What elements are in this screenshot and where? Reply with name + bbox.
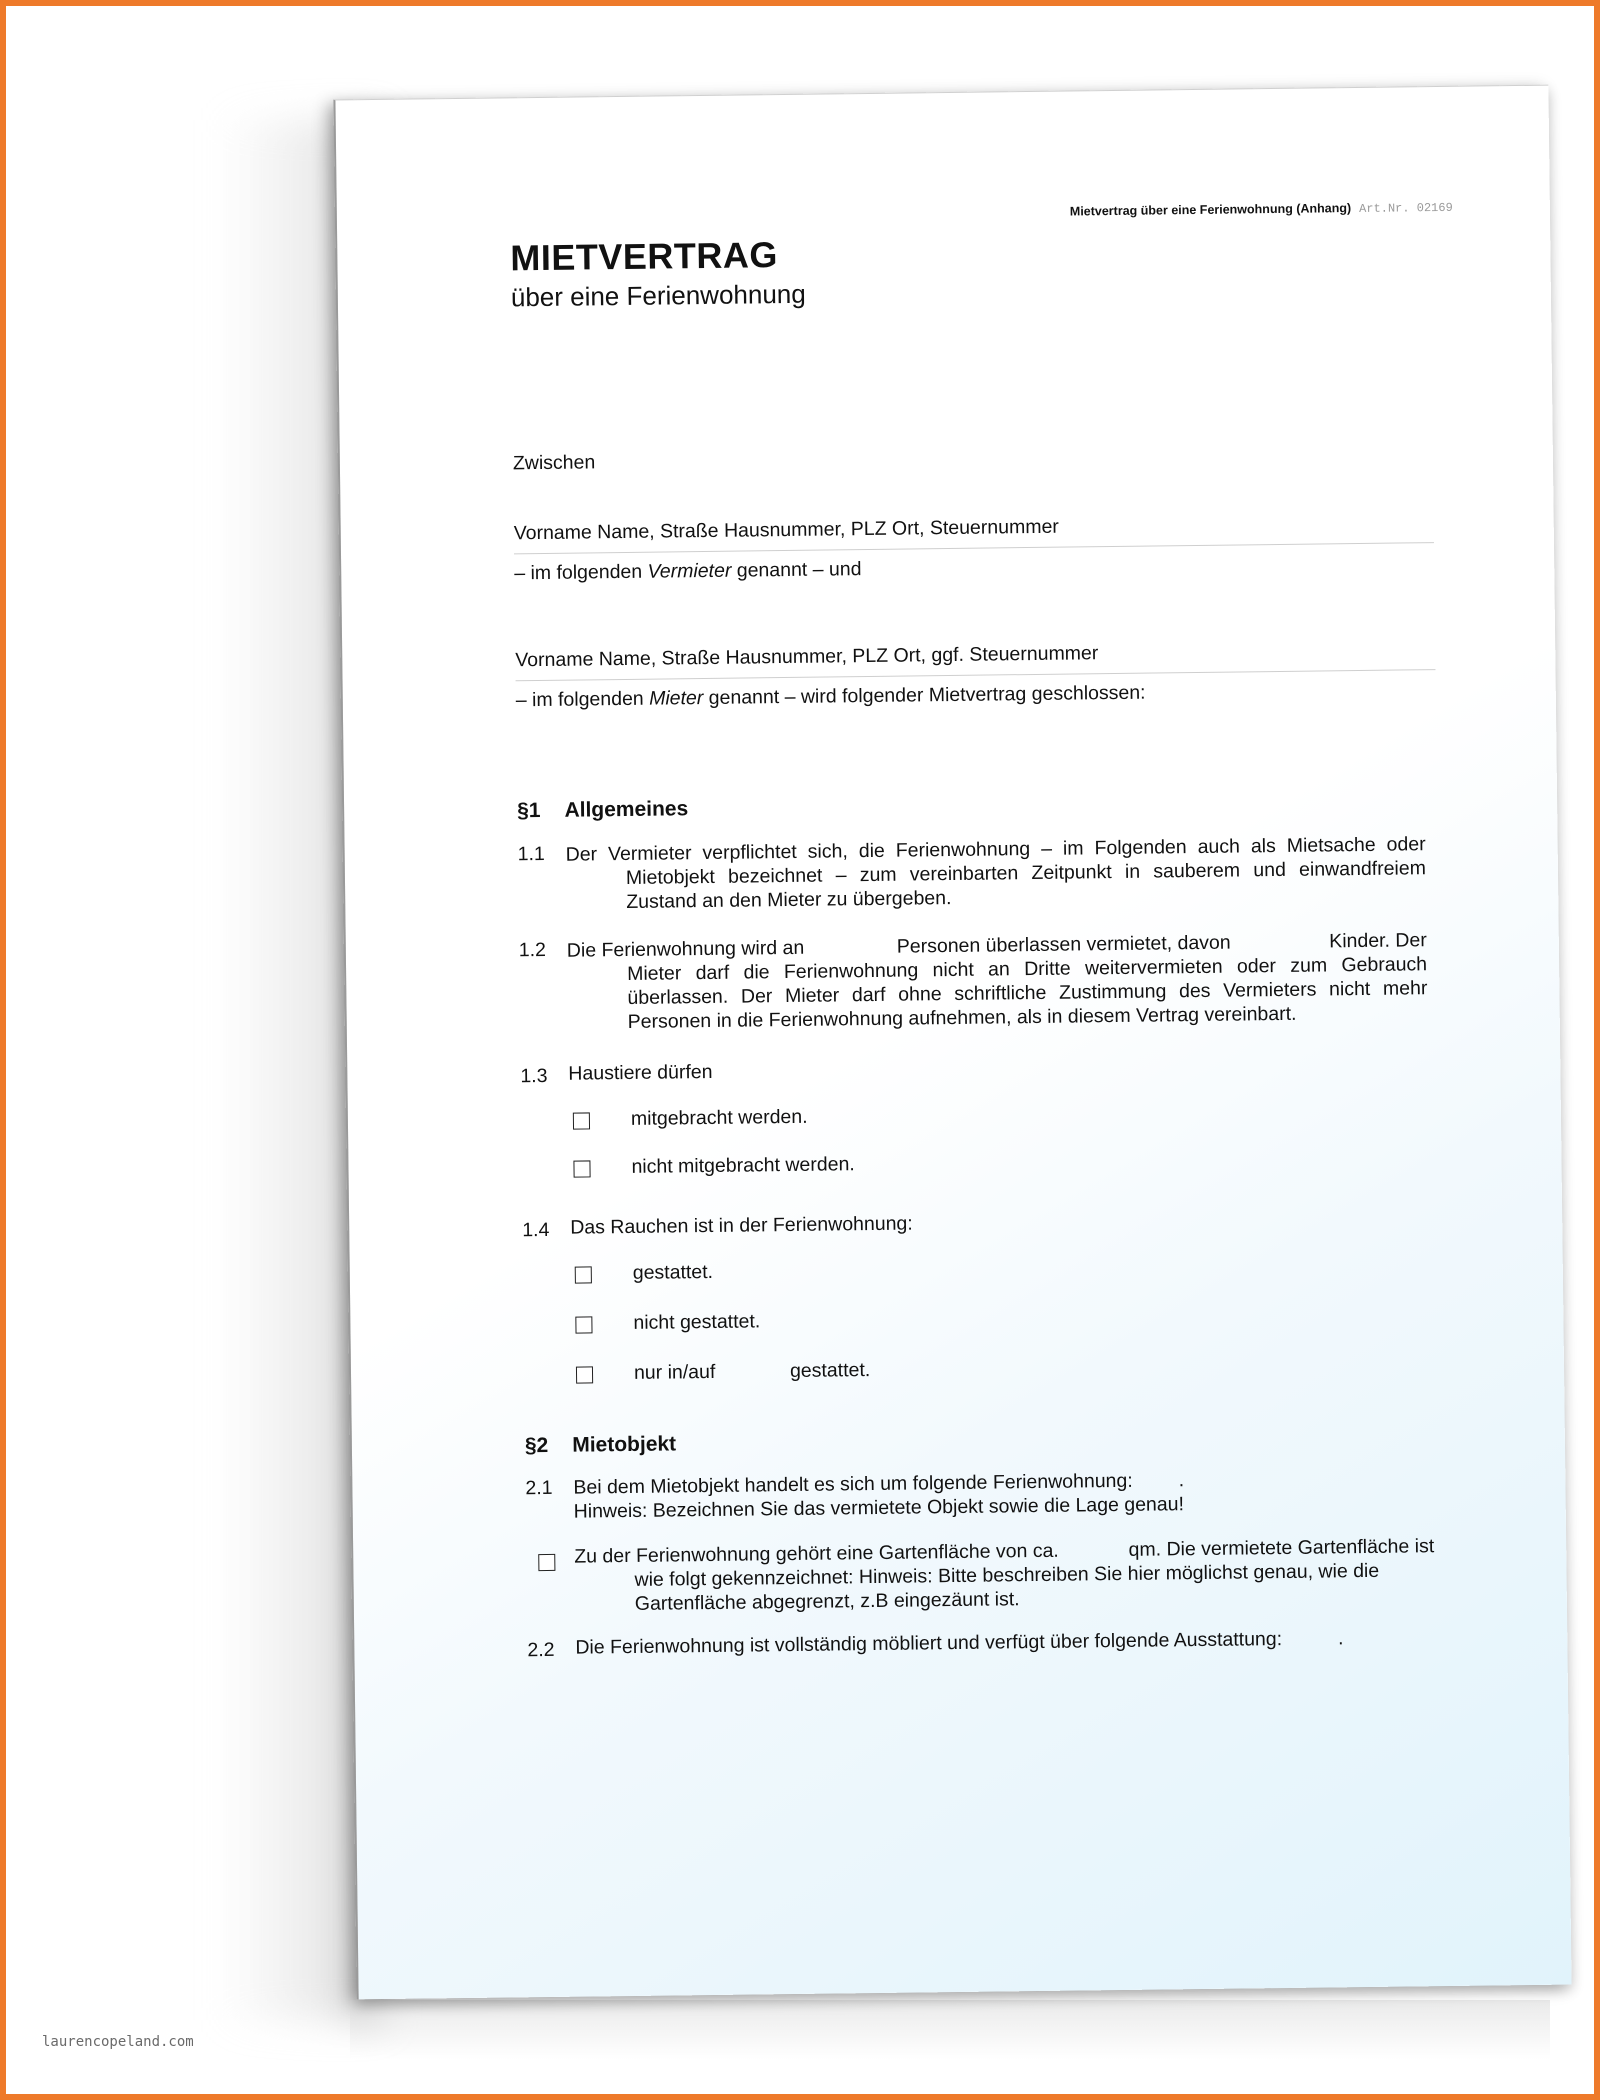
document-title: MIETVERTRAG bbox=[510, 234, 779, 279]
clause-1-2-number: 1.2 bbox=[518, 938, 547, 962]
pets-not-allowed-checkbox[interactable] bbox=[573, 1160, 590, 1177]
smoking-allowed-label: gestattet. bbox=[632, 1260, 714, 1284]
clause-2-2-text: Die Ferienwohnung ist vollständig möbliert und verfügt über folgende Ausstattung: . bbox=[575, 1627, 1344, 1659]
parties-intro: Zwischen bbox=[512, 451, 596, 475]
header-note-title: Mietvertrag über eine Ferienwohnung (Anhang) bbox=[1069, 201, 1352, 219]
clause-2-1-hint: Hinweis: Bezeichnen Sie das vermietete Objekt sowie die Lage genau! bbox=[573, 1493, 1185, 1523]
smoking-allowed-checkbox[interactable] bbox=[575, 1266, 592, 1283]
section-2-heading: §2 Mietobjekt bbox=[524, 1432, 677, 1458]
clause-1-3-text: Haustiere dürfen bbox=[568, 1060, 713, 1085]
tenant-line bbox=[516, 669, 1436, 681]
smoking-not-allowed-label: nicht gestattet. bbox=[633, 1310, 761, 1334]
document-sheet bbox=[333, 85, 1571, 2000]
tenant-role: – im folgenden Mieter genannt – wird folgender Mietvertrag geschlossen: bbox=[515, 681, 1146, 712]
landlord-line bbox=[514, 542, 1434, 554]
watermark: laurencopeland.com bbox=[42, 2034, 194, 2050]
landlord-role: – im folgenden Vermieter genannt – und bbox=[514, 558, 862, 585]
clause-1-1-text: Der Vermieter verpflichtet sich, die Ferienwohnung – im Folgenden auch als Mietsache oder Mietobjekt bezeichnet – zum vereinbarten Zeitpunkt in sauberem und einwandfreiem Zustand an den Mieter zu übergeben. bbox=[565, 833, 1427, 913]
clause-1-1-number: 1.1 bbox=[517, 842, 545, 866]
tenant-fields: Vorname Name, Straße Hausnummer, PLZ Ort, ggf. Steuernummer bbox=[515, 642, 1099, 672]
clause-1-3-number: 1.3 bbox=[520, 1064, 548, 1088]
smoking-not-allowed-checkbox[interactable] bbox=[575, 1316, 592, 1333]
clause-2-2-number: 2.2 bbox=[527, 1638, 555, 1662]
clause-1-4-text: Das Rauchen ist in der Ferienwohnung: bbox=[570, 1212, 913, 1239]
pets-allowed-checkbox[interactable] bbox=[573, 1112, 590, 1129]
smoking-partial-checkbox[interactable] bbox=[576, 1366, 593, 1383]
section-1-heading: §1 Allgemeines bbox=[517, 797, 689, 823]
garden-checkbox[interactable] bbox=[538, 1554, 555, 1571]
landlord-fields: Vorname Name, Straße Hausnummer, PLZ Ort, Steuernummer bbox=[513, 515, 1059, 545]
floor-reflection bbox=[350, 2000, 1550, 2060]
clause-2-1-line1: Bei dem Mietobjekt handelt es sich um folgende Ferienwohnung: . bbox=[573, 1469, 1185, 1499]
clause-1-2-text: Die Ferienwohnung wird an Personen überlassen vermietet, davon Kinder. Der Mieter darf die Ferienwohnung nicht an Dritte weitervermieten oder zum Gebrauch überlassen. Der Mieter darf ohne schriftliche Zustimmung des Vermieters nicht mehr Personen in die Ferienwohnung aufnehmen, als in diesem Vertrag vereinbart. bbox=[566, 929, 1428, 1033]
clause-2-1-number: 2.1 bbox=[525, 1476, 553, 1500]
pets-not-allowed-label: nicht mitgebracht werden. bbox=[631, 1153, 855, 1178]
document-subtitle: über eine Ferienwohnung bbox=[510, 278, 806, 313]
garden-clause-text: Zu der Ferienwohnung gehört eine Gartenfläche von ca. qm. Die vermietete Gartenfläche ist wie folgt gekennzeichnet: Hinweis: Bitte beschreiben Sie hier möglichst genau, wie die Gartenfläche abgegrenzt, z.B eingezäunt ist. bbox=[574, 1535, 1435, 1615]
pets-allowed-label: mitgebracht werden. bbox=[630, 1105, 808, 1130]
article-number: Art.Nr. 02169 bbox=[1359, 200, 1453, 216]
clause-1-4-number: 1.4 bbox=[522, 1218, 550, 1242]
smoking-partial-suffix: gestattet. bbox=[789, 1359, 871, 1383]
smoking-partial-label: nur in/auf bbox=[633, 1360, 716, 1384]
header-note bbox=[1070, 200, 1453, 220]
